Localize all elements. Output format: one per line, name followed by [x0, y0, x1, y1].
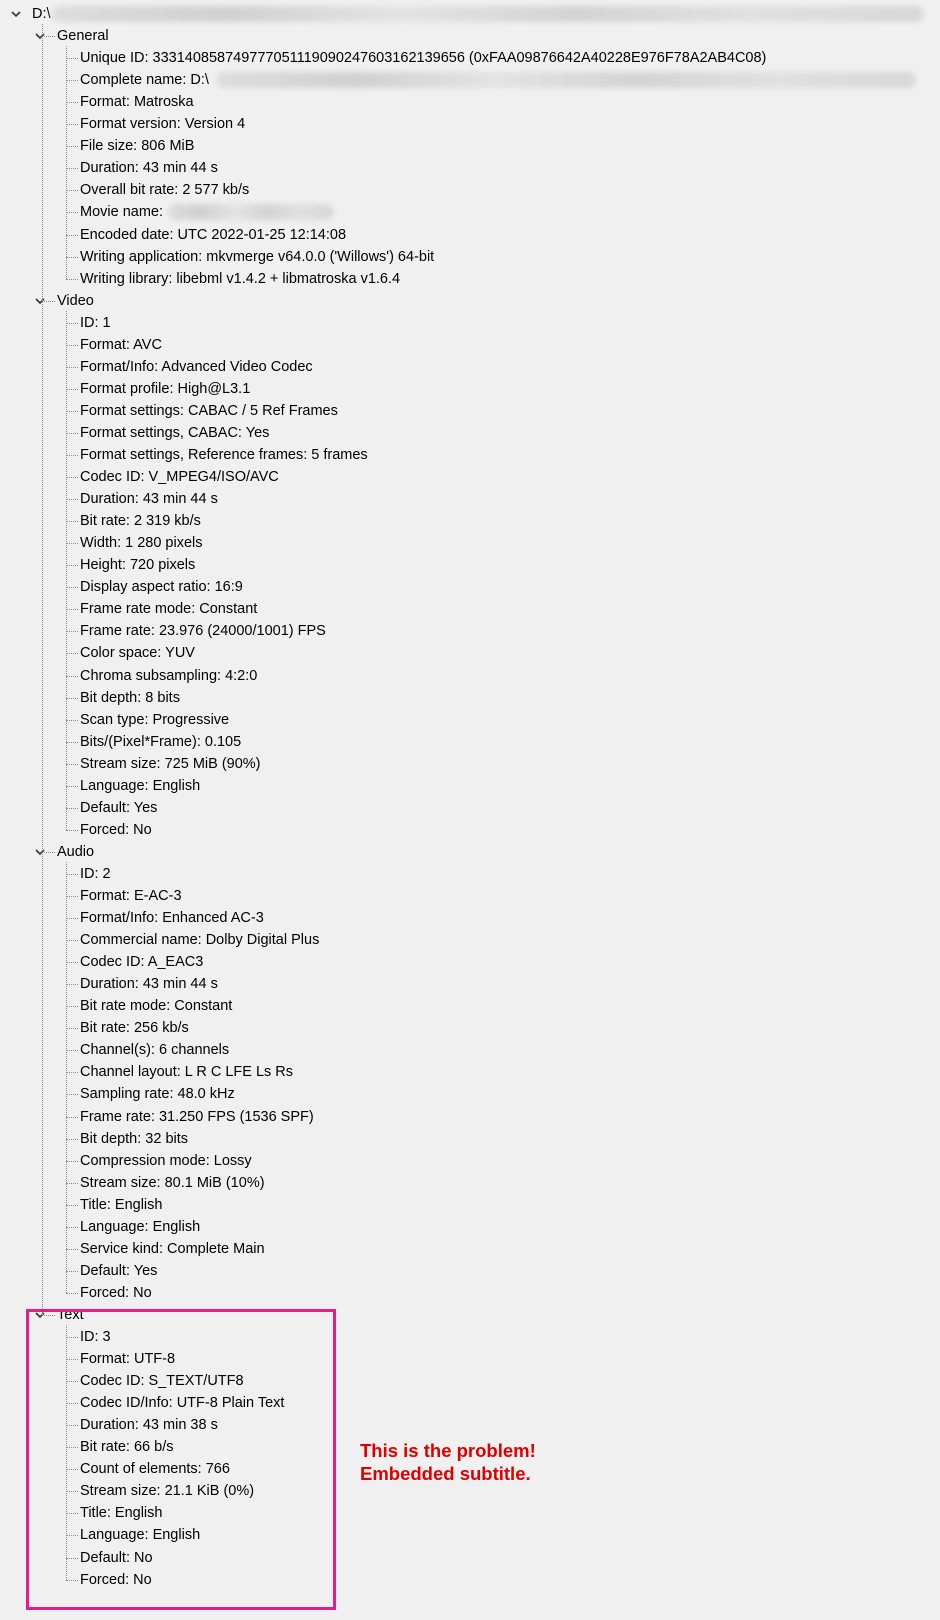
property-label: Frame rate: 23.976 (24000/1001) FPS: [80, 623, 326, 640]
tree-branch-line: [66, 874, 78, 875]
property-label: Default: Yes: [80, 1262, 158, 1279]
property-label: Format settings, CABAC: Yes: [80, 424, 270, 441]
tree-branch-line: [66, 521, 78, 522]
property-row[interactable]: [0, 952, 930, 972]
property-label: Duration: 43 min 44 s: [80, 160, 218, 177]
property-label: Stream size: 80.1 MiB (10%): [80, 1174, 265, 1191]
property-row[interactable]: [0, 445, 930, 465]
property-label: Format: Matroska: [80, 94, 194, 111]
section-title: Text: [57, 1306, 84, 1323]
property-label: Language: English: [80, 777, 201, 794]
tree-branch-line: [66, 279, 78, 280]
tree-branch-line: [66, 411, 78, 412]
property-label: Height: 720 pixels: [80, 557, 196, 574]
property-row[interactable]: [0, 313, 930, 333]
property-label: Duration: 43 min 38 s: [80, 1417, 218, 1434]
property-label: Bit rate: 256 kb/s: [80, 1020, 189, 1037]
tree-branch-line: [66, 168, 78, 169]
property-label: Format: E-AC-3: [80, 888, 182, 904]
property-label: Movie name:: [80, 204, 164, 221]
property-row[interactable]: [0, 1062, 930, 1082]
tree-branch-line: [66, 984, 78, 985]
tree-branch-line: [66, 764, 78, 765]
property-row[interactable]: [0, 1084, 930, 1104]
tree-branch-line: [66, 1094, 78, 1095]
property-row[interactable]: [0, 379, 930, 399]
tree-branch-line: [66, 124, 78, 125]
property-label: ID: 2: [80, 865, 111, 882]
property-label: Overall bit rate: 2 577 kb/s: [80, 182, 250, 199]
property-row[interactable]: [0, 754, 930, 774]
property-label: Writing library: libebml v1.4.2 + libmatroska v1.6.4: [80, 270, 401, 287]
property-label: Stream size: 21.1 KiB (0%): [80, 1483, 255, 1500]
property-row[interactable]: [0, 423, 930, 443]
property-row[interactable]: [0, 48, 930, 68]
property-row[interactable]: [0, 732, 930, 752]
property-row[interactable]: [0, 136, 930, 156]
redacted-movie-name: [168, 204, 334, 220]
highlight-box: [26, 1309, 336, 1610]
property-row[interactable]: [0, 599, 930, 619]
property-label: Stream size: 725 MiB (90%): [80, 755, 261, 772]
property-label: Channel layout: L R C LFE Ls Rs: [80, 1064, 294, 1081]
tree-branch-line: [66, 190, 78, 191]
tree-branch-line: [66, 786, 78, 787]
section-title: Video: [57, 292, 94, 309]
property-row[interactable]: [0, 489, 930, 509]
tree-branch-line: [66, 1249, 78, 1250]
tree-branch-line: [66, 367, 78, 368]
tree-branch-line: [66, 212, 78, 213]
tree-branch-line: [66, 1006, 78, 1007]
tree-branch-line: [42, 36, 55, 37]
property-label: Frame rate: 31.250 FPS (1536 SPF): [80, 1108, 314, 1125]
property-label: Format/Info: Advanced Video Codec: [80, 358, 313, 375]
property-row[interactable]: [0, 908, 930, 928]
property-label: Format: UTF-8: [80, 1351, 176, 1368]
property-label: Bit depth: 32 bits: [80, 1130, 189, 1147]
property-row[interactable]: [0, 225, 930, 245]
tree-branch-line: [66, 1227, 78, 1228]
property-row[interactable]: [0, 555, 930, 575]
tree-branch-line: [66, 323, 78, 324]
tree-branch-line: [66, 102, 78, 103]
property-row[interactable]: [0, 1217, 930, 1237]
tree-branch-line: [66, 1117, 78, 1118]
tree-branch-line: [66, 389, 78, 390]
tree-branch-line: [66, 499, 78, 500]
tree-branch-line: [66, 918, 78, 919]
property-label: Writing application: mkvmerge v64.0.0 ('Willows') 64-bit: [80, 248, 435, 265]
root-path-label: D:\: [32, 6, 51, 22]
property-row[interactable]: [0, 688, 930, 708]
property-label: Complete name: D:\: [80, 72, 209, 89]
property-label: Codec ID/Info: UTF-8 Plain Text: [80, 1395, 285, 1412]
property-row[interactable]: [0, 1129, 930, 1149]
tree-branch-line: [66, 720, 78, 721]
property-label: Bit depth: 8 bits: [80, 689, 180, 706]
property-label: ID: 1: [80, 314, 111, 331]
tree-branch-line: [66, 565, 78, 566]
property-row[interactable]: [0, 864, 930, 884]
tree-branch-line: [66, 962, 78, 963]
property-label: Color space: YUV: [80, 645, 195, 662]
property-label: Format/Info: Enhanced AC-3: [80, 910, 264, 927]
property-row[interactable]: [0, 577, 930, 597]
property-row[interactable]: [0, 1018, 930, 1038]
property-label: Bit rate mode: Constant: [80, 998, 233, 1015]
property-row[interactable]: [0, 1173, 930, 1193]
tree-guide-line: [66, 311, 67, 830]
property-row[interactable]: [0, 666, 930, 686]
property-row[interactable]: [0, 1151, 930, 1171]
property-row[interactable]: [0, 1195, 930, 1215]
tree-branch-line: [66, 631, 78, 632]
property-row[interactable]: [0, 158, 930, 178]
property-label: Display aspect ratio: 16:9: [80, 579, 243, 596]
property-label: Chroma subsampling: 4:2:0: [80, 667, 258, 684]
property-row[interactable]: [0, 886, 930, 906]
property-row[interactable]: [0, 467, 930, 487]
property-label: Format settings: CABAC / 5 Ref Frames: [80, 402, 338, 419]
property-label: Forced: No: [80, 1284, 152, 1301]
tree-branch-line: [66, 477, 78, 478]
property-label: Commercial name: Dolby Digital Plus: [80, 932, 320, 949]
property-label: File size: 806 MiB: [80, 138, 195, 155]
property-row[interactable]: [0, 114, 930, 134]
property-label: Sampling rate: 48.0 kHz: [80, 1086, 235, 1103]
redacted-path: [52, 6, 924, 22]
annotation-line-1: This is the problem!: [360, 1440, 536, 1461]
property-row[interactable]: [0, 511, 930, 531]
property-label: Encoded date: UTC 2022-01-25 12:14:08: [80, 226, 347, 243]
property-row[interactable]: [0, 1261, 930, 1281]
property-label: Codec ID: A_EAC3: [80, 954, 204, 971]
property-label: Language: English: [80, 1527, 201, 1544]
tree-branch-line: [66, 609, 78, 610]
tree-branch-line: [66, 543, 78, 544]
tree-branch-line: [66, 896, 78, 897]
section-title: General: [57, 28, 109, 45]
property-label: Service kind: Complete Main: [80, 1240, 265, 1257]
tree-branch-line: [66, 1293, 78, 1294]
property-row[interactable]: [0, 180, 930, 200]
property-label: Bit rate: 2 319 kb/s: [80, 513, 201, 530]
tree-branch-line: [66, 830, 78, 831]
property-label: Unique ID: 333140858749777051119090247603162139656 (0xFAA09876642A40228E976F78A2AB4C08): [80, 50, 767, 67]
tree-branch-line: [42, 301, 55, 302]
tree-branch-line: [66, 58, 78, 59]
chevron-down-icon[interactable]: [10, 4, 26, 24]
tree-guide-line: [66, 862, 67, 1293]
tree-branch-line: [66, 940, 78, 941]
tree-branch-line: [66, 80, 78, 81]
property-row[interactable]: [0, 710, 930, 730]
tree-branch-line: [66, 1161, 78, 1162]
property-label: Bits/(Pixel*Frame): 0.105: [80, 733, 242, 750]
property-row[interactable]: [0, 1283, 930, 1303]
property-label: Forced: No: [80, 821, 152, 838]
property-label: Title: English: [80, 1196, 163, 1213]
property-label: ID: 3: [80, 1329, 111, 1345]
property-row[interactable]: [0, 533, 930, 553]
property-row[interactable]: [0, 974, 930, 994]
property-row[interactable]: [0, 798, 930, 818]
tree-branch-line: [66, 146, 78, 147]
property-label: Scan type: Progressive: [80, 711, 230, 728]
property-row[interactable]: [0, 92, 930, 112]
tree-branch-line: [66, 257, 78, 258]
tree-branch-line: [66, 1139, 78, 1140]
property-label: Default: Yes: [80, 799, 158, 816]
tree-branch-line: [66, 808, 78, 809]
property-label: Bit rate: 66 b/s: [80, 1439, 174, 1456]
property-label: Title: English: [80, 1505, 163, 1522]
tree-branch-line: [66, 587, 78, 588]
property-label: Channel(s): 6 channels: [80, 1042, 230, 1059]
property-label: Language: English: [80, 1218, 201, 1235]
property-row[interactable]: [0, 621, 930, 641]
property-label: Count of elements: 766: [80, 1461, 230, 1478]
property-label: Duration: 43 min 44 s: [80, 491, 218, 508]
tree-branch-line: [66, 455, 78, 456]
property-label: Width: 1 280 pixels: [80, 535, 203, 552]
property-row[interactable]: [0, 1040, 930, 1060]
annotation-line-2: Embedded subtitle.: [360, 1463, 531, 1484]
tree-branch-line: [66, 698, 78, 699]
property-row[interactable]: [0, 776, 930, 796]
tree-branch-line: [66, 676, 78, 677]
property-label: Frame rate mode: Constant: [80, 601, 258, 618]
property-row[interactable]: [0, 357, 930, 377]
property-row[interactable]: [0, 996, 930, 1016]
tree-branch-line: [42, 852, 55, 853]
section-title: Audio: [57, 843, 95, 860]
property-row[interactable]: [0, 335, 930, 355]
property-row[interactable]: [0, 643, 930, 663]
property-row[interactable]: [0, 1239, 930, 1259]
property-label: Compression mode: Lossy: [80, 1152, 252, 1169]
tree-branch-line: [66, 433, 78, 434]
section-audio[interactable]: [0, 842, 930, 862]
tree-guide-line: [42, 24, 43, 1315]
property-label: Format settings, Reference frames: 5 frames: [80, 447, 368, 463]
property-row[interactable]: [0, 401, 930, 421]
property-label: Default: No: [80, 1549, 153, 1566]
property-label: Format: AVC: [80, 336, 162, 353]
property-row[interactable]: [0, 1107, 930, 1127]
property-label: Format profile: High@L3.1: [80, 380, 251, 397]
property-label: Codec ID: S_TEXT/UTF8: [80, 1373, 244, 1390]
tree-branch-line: [66, 1271, 78, 1272]
tree-guide-line: [66, 46, 67, 279]
tree-branch-line: [66, 235, 78, 236]
property-row[interactable]: [0, 930, 930, 950]
tree-branch-line: [66, 1028, 78, 1029]
property-row[interactable]: [0, 820, 930, 840]
tree-branch-line: [66, 1205, 78, 1206]
property-label: Format version: Version 4: [80, 116, 246, 133]
property-label: Forced: No: [80, 1571, 152, 1588]
tree-branch-line: [66, 1072, 78, 1073]
property-label: Codec ID: V_MPEG4/ISO/AVC: [80, 469, 279, 486]
tree-branch-line: [66, 742, 78, 743]
property-row[interactable]: [0, 247, 930, 267]
tree-branch-line: [66, 653, 78, 654]
section-general[interactable]: [0, 26, 930, 46]
property-row[interactable]: [0, 269, 930, 289]
section-video[interactable]: [0, 291, 930, 311]
redacted-complete-name: [216, 72, 916, 88]
annotation: [360, 1439, 536, 1485]
tree-branch-line: [66, 345, 78, 346]
property-label: Duration: 43 min 44 s: [80, 976, 218, 993]
tree-branch-line: [66, 1183, 78, 1184]
tree-branch-line: [66, 1050, 78, 1051]
property-row[interactable]: [0, 202, 930, 222]
